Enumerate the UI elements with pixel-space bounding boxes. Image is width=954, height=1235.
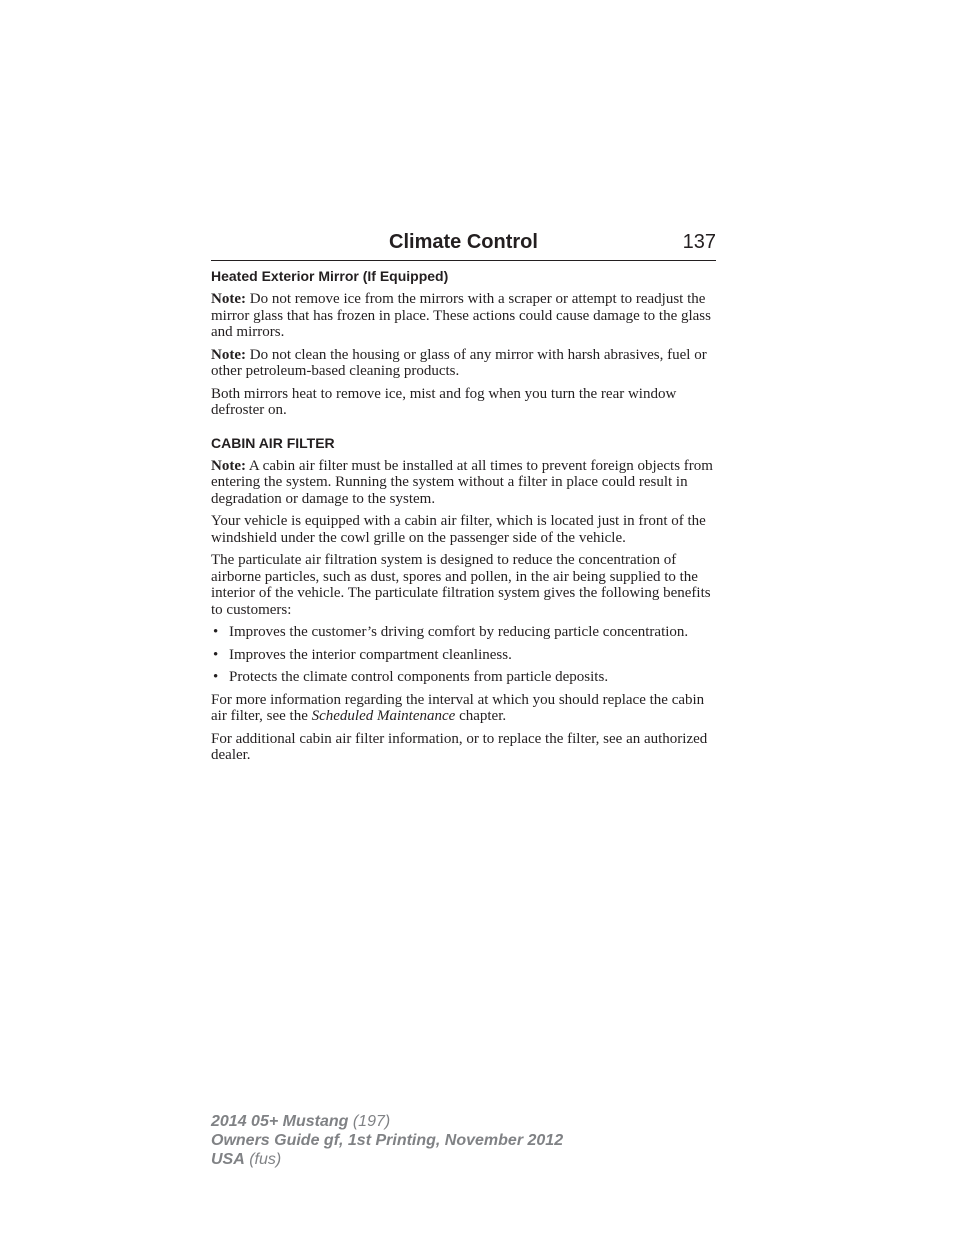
- list-item: [211, 669, 716, 686]
- mirror-note-1: [211, 291, 716, 341]
- chapter-title: Climate Control: [389, 231, 538, 253]
- note-label: Note:: [211, 457, 246, 474]
- note-text: Do not remove ice from the mirrors with a scraper or attempt to readjust the mirror glass that has frozen in place. These actions could cause damage to the glass and mirrors.: [211, 291, 711, 340]
- footer-printing: Owners Guide gf, 1st Printing, November 2012: [211, 1132, 564, 1149]
- list-item-text: Improves the interior compartment cleanliness.: [229, 646, 512, 663]
- bullet-icon: •: [213, 669, 219, 685]
- filter-note: [211, 458, 716, 508]
- footer-market: USA: [211, 1151, 245, 1168]
- footer-market-code: (fus): [244, 1151, 282, 1168]
- footer-model: 2014 05+ Mustang: [211, 1113, 349, 1130]
- list-item-text: Protects the climate control components from particle deposits.: [229, 669, 609, 685]
- paragraph-text: chapter.: [455, 708, 507, 724]
- page-content: [211, 266, 716, 770]
- note-text: Do not clean the housing or glass of any mirror with harsh abrasives, fuel or other petroleum-based cleaning products.: [211, 346, 707, 379]
- mirror-note-2: [211, 347, 716, 380]
- page-header: [211, 228, 716, 261]
- page-footer: [211, 1112, 563, 1169]
- page-number: 137: [682, 231, 716, 253]
- filter-paragraph-3: [211, 692, 716, 725]
- paragraph-text: For more information regarding the interval at which you should replace the cabin air filter, see the: [211, 691, 705, 724]
- footer-line-1: [211, 1112, 563, 1131]
- footer-code: (197): [348, 1113, 391, 1130]
- note-label: Note:: [211, 291, 246, 307]
- filter-paragraph-1: Your vehicle is equipped with a cabin air filter, which is located just in front of the windshield under the cowl grille on the passenger side of the vehicle.: [211, 513, 706, 546]
- list-item-text: Improves the customer’s driving comfort by reducing particle concentration.: [229, 624, 689, 640]
- bullet-icon: •: [213, 646, 219, 663]
- list-item: [211, 647, 716, 664]
- filter-paragraph-4: For additional cabin air filter information, or to replace the filter, see an authorized dealer.: [211, 730, 708, 763]
- list-item: [211, 624, 716, 641]
- note-label: Note:: [211, 346, 246, 363]
- bullet-icon: •: [213, 624, 219, 640]
- note-text: A cabin air filter must be installed at all times to prevent foreign objects from entering the system. Running the system without a filter in place could result in degradation or damage to the system.: [211, 457, 713, 507]
- mirror-heading: Heated Exterior Mirror (If Equipped): [211, 268, 449, 284]
- benefits-list: [211, 624, 716, 686]
- footer-line-3: [211, 1150, 563, 1169]
- filter-paragraph-2: The particulate air filtration system is designed to reduce the concentration of airborne particles, such as dust, spores and pollen, in the air being supplied to the interior of the vehicle. The particulate filtration system gives the following benefits to customers:: [211, 552, 711, 618]
- cabin-filter-heading: CABIN AIR FILTER: [211, 434, 335, 451]
- chapter-reference: Scheduled Maintenance: [311, 708, 456, 724]
- footer-line-2: [211, 1131, 563, 1150]
- mirror-paragraph: Both mirrors heat to remove ice, mist and fog when you turn the rear window defroster on.: [211, 385, 677, 418]
